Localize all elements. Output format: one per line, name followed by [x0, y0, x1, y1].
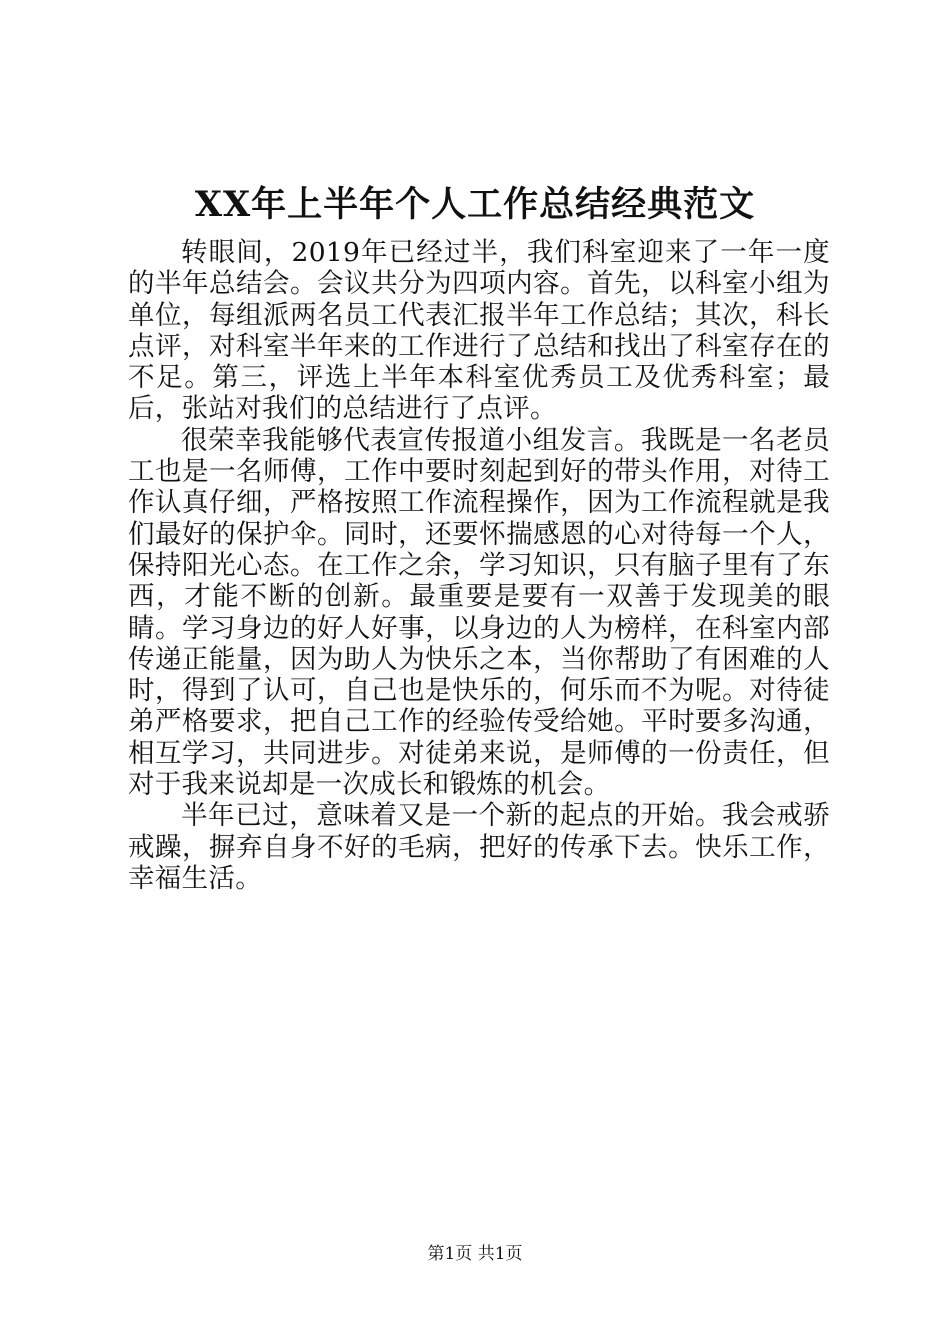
document-body	[128, 237, 830, 894]
paragraph-2: 很荣幸我能够代表宣传报道小组发言。我既是一名老员工也是一名师傅，工作中要时刻起到好的带头作用，对待工作认真仔细，严格按照工作流程操作，因为工作流程就是我们最好的保护伞。同时，还要怀揣感恩的心对待每一个人，保持阳光心态。在工作之余，学习知识，只有脑子里有了东西，才能不断的创新。最重要是要有一双善于发现美的眼睛。学习身边的好人好事，以身边的人为榜样，在科室内部传递正能量，因为助人为快乐之本，当你帮助了有困难的人时，得到了认可，自己也是快乐的，何乐而不为呢。对待徒弟严格要求，把自己工作的经验传受给她。平时要多沟通，相互学习，共同进步。对徒弟来说，是师傅的一份责任，但对于我来说却是一次成长和锻炼的机会。	[128, 424, 830, 801]
page-number-footer: 第1页 共1页	[427, 1244, 523, 1264]
document-title: XX年上半年个人工作总结经典范文	[194, 184, 756, 226]
paragraph-3: 半年已过，意味着又是一个新的起点的开始。我会戒骄戒躁，摒弃自身不好的毛病，把好的传承下去。快乐工作，幸福生活。	[128, 800, 830, 894]
paragraph-1: 转眼间，2019年已经过半，我们科室迎来了一年一度的半年总结会。会议共分为四项内容。首先，以科室小组为单位，每组派两名员工代表汇报半年工作总结；其次，科长点评，对科室半年来的工作进行了总结和找出了科室存在的不足。第三，评选上半年本科室优秀员工及优秀科室；最后，张站对我们的总结进行了点评。	[128, 237, 830, 425]
